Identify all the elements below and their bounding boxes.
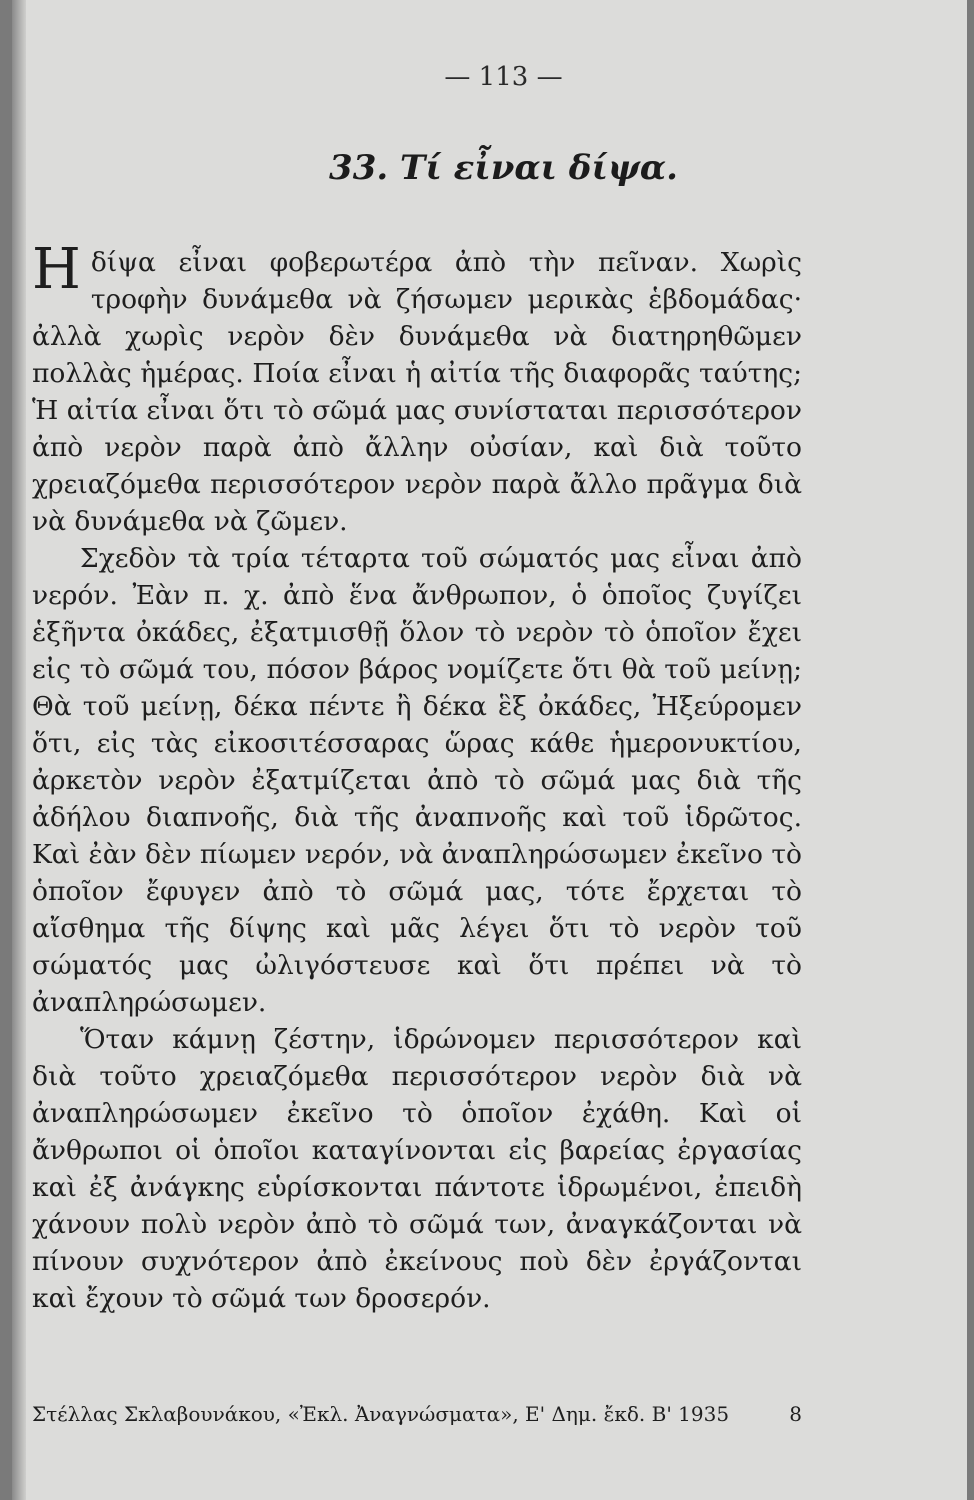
source-citation: Στέλλας Σκλαβουνάκου, «Ἐκλ. Ἀναγνώσματα», Ε' Δημ. ἔκδ. Β' 1935 <box>32 1402 730 1426</box>
binding-shadow <box>12 0 26 1500</box>
drop-cap: Η <box>32 237 81 302</box>
footer <box>32 1402 802 1426</box>
signature-mark: 8 <box>789 1402 802 1426</box>
paragraph-3: Ὅταν κάμνῃ ζέστην, ἱδρώνομεν περισσότερον καὶ διὰ τοῦτο χρειαζόμεθα περισσότερον νερὸν διὰ νὰ ἀναπληρώσωμεν ἐκεῖνο τὸ ὁποῖον ἐχάθη. Καὶ οἱ ἄνθρωποι οἱ ὁποῖοι καταγίνονται εἰς βαρείας ἐργασίας καὶ ἐξ ἀνάγκης εὑρίσκονται πάντοτε ἱδρωμένοι, ἐπειδὴ χάνουν πολὺ νερὸν ἀπὸ τὸ σῶμά των, ἀναγκάζονται νὰ πίνουν συχνότερον ἀπὸ ἐκείνους ποὺ δὲν ἐργάζονται καὶ ἔχουν τὸ σῶμά των δροσερόν. <box>32 1024 802 1314</box>
paragraph-1-text: δίψα εἶναι φοβερωτέρα ἀπὸ τὴν πεῖναν. Χωρὶς τροφὴν δυνάμεθα νὰ ζήσωμεν μερικὰς ἑβδομάδας· ἀλλὰ χωρὶς νερὸν δὲν δυνάμεθα νὰ διατηρηθῶμεν πολλὰς ἡμέρας. Ποία εἶναι ἡ αἰτία τῆς διαφορᾶς ταύτης; Ἡ αἰτία εἶναι ὅτι τὸ σῶμά μας συνίσταται περισσότερον ἀπὸ νερὸν παρὰ ἀπὸ ἄλλην οὐσίαν, καὶ διὰ τοῦτο χρειαζόμεθα περισσότερον νερὸν παρὰ ἄλλο πρᾶγμα διὰ νὰ δυνάμεθα νὰ ζῶμεν. <box>32 247 802 537</box>
body-text <box>32 237 802 1317</box>
paragraph-2: Σχεδὸν τὰ τρία τέταρτα τοῦ σώματός μας εἶναι ἀπὸ νερόν. Ἐὰν π. χ. ἀπὸ ἕνα ἄνθρωπον, ὁ ὁποῖος ζυγίζει ἑξῆντα ὀκάδες, ἐξατμισθῇ ὅλον τὸ νερὸν τὸ ὁποῖον ἔχει εἰς τὸ σῶμά του, πόσον βάρος νομίζετε ὅτι θὰ τοῦ μείνῃ; Θὰ τοῦ μείνῃ, δέκα πέντε ἢ δέκα ἓξ ὀκάδες, Ἠξεύρομεν ὅτι, εἰς τὰς εἰκοσιτέσσαρας ὥρας κάθε ἡμερονυκτίου, ἀρκετὸν νερὸν ἐξατμίζεται ἀπὸ τὸ σῶμά μας διὰ τῆς ἀδήλου διαπνοῆς, διὰ τῆς ἀναπνοῆς καὶ τοῦ ἱδρῶτος. Καὶ ἐὰν δὲν πίωμεν νερόν, νὰ ἀναπληρώσωμεν ἐκεῖνο τὸ ὁποῖον ἔφυγεν ἀπὸ τὸ σῶμά μας, τότε ἔρχεται τὸ αἴσθημα τῆς δίψης καὶ μᾶς λέγει ὅτι τὸ νερὸν τοῦ σώματός μας ὠλιγόστευσε καὶ ὅτι πρέπει νὰ τὸ ἀναπληρώσωμεν. <box>32 543 802 1018</box>
book-page <box>12 0 967 1500</box>
chapter-title: 33. Τί εἶναι δίψα. <box>329 148 678 188</box>
page-number: — 113 — <box>444 62 563 92</box>
paragraph-1 <box>32 237 802 540</box>
